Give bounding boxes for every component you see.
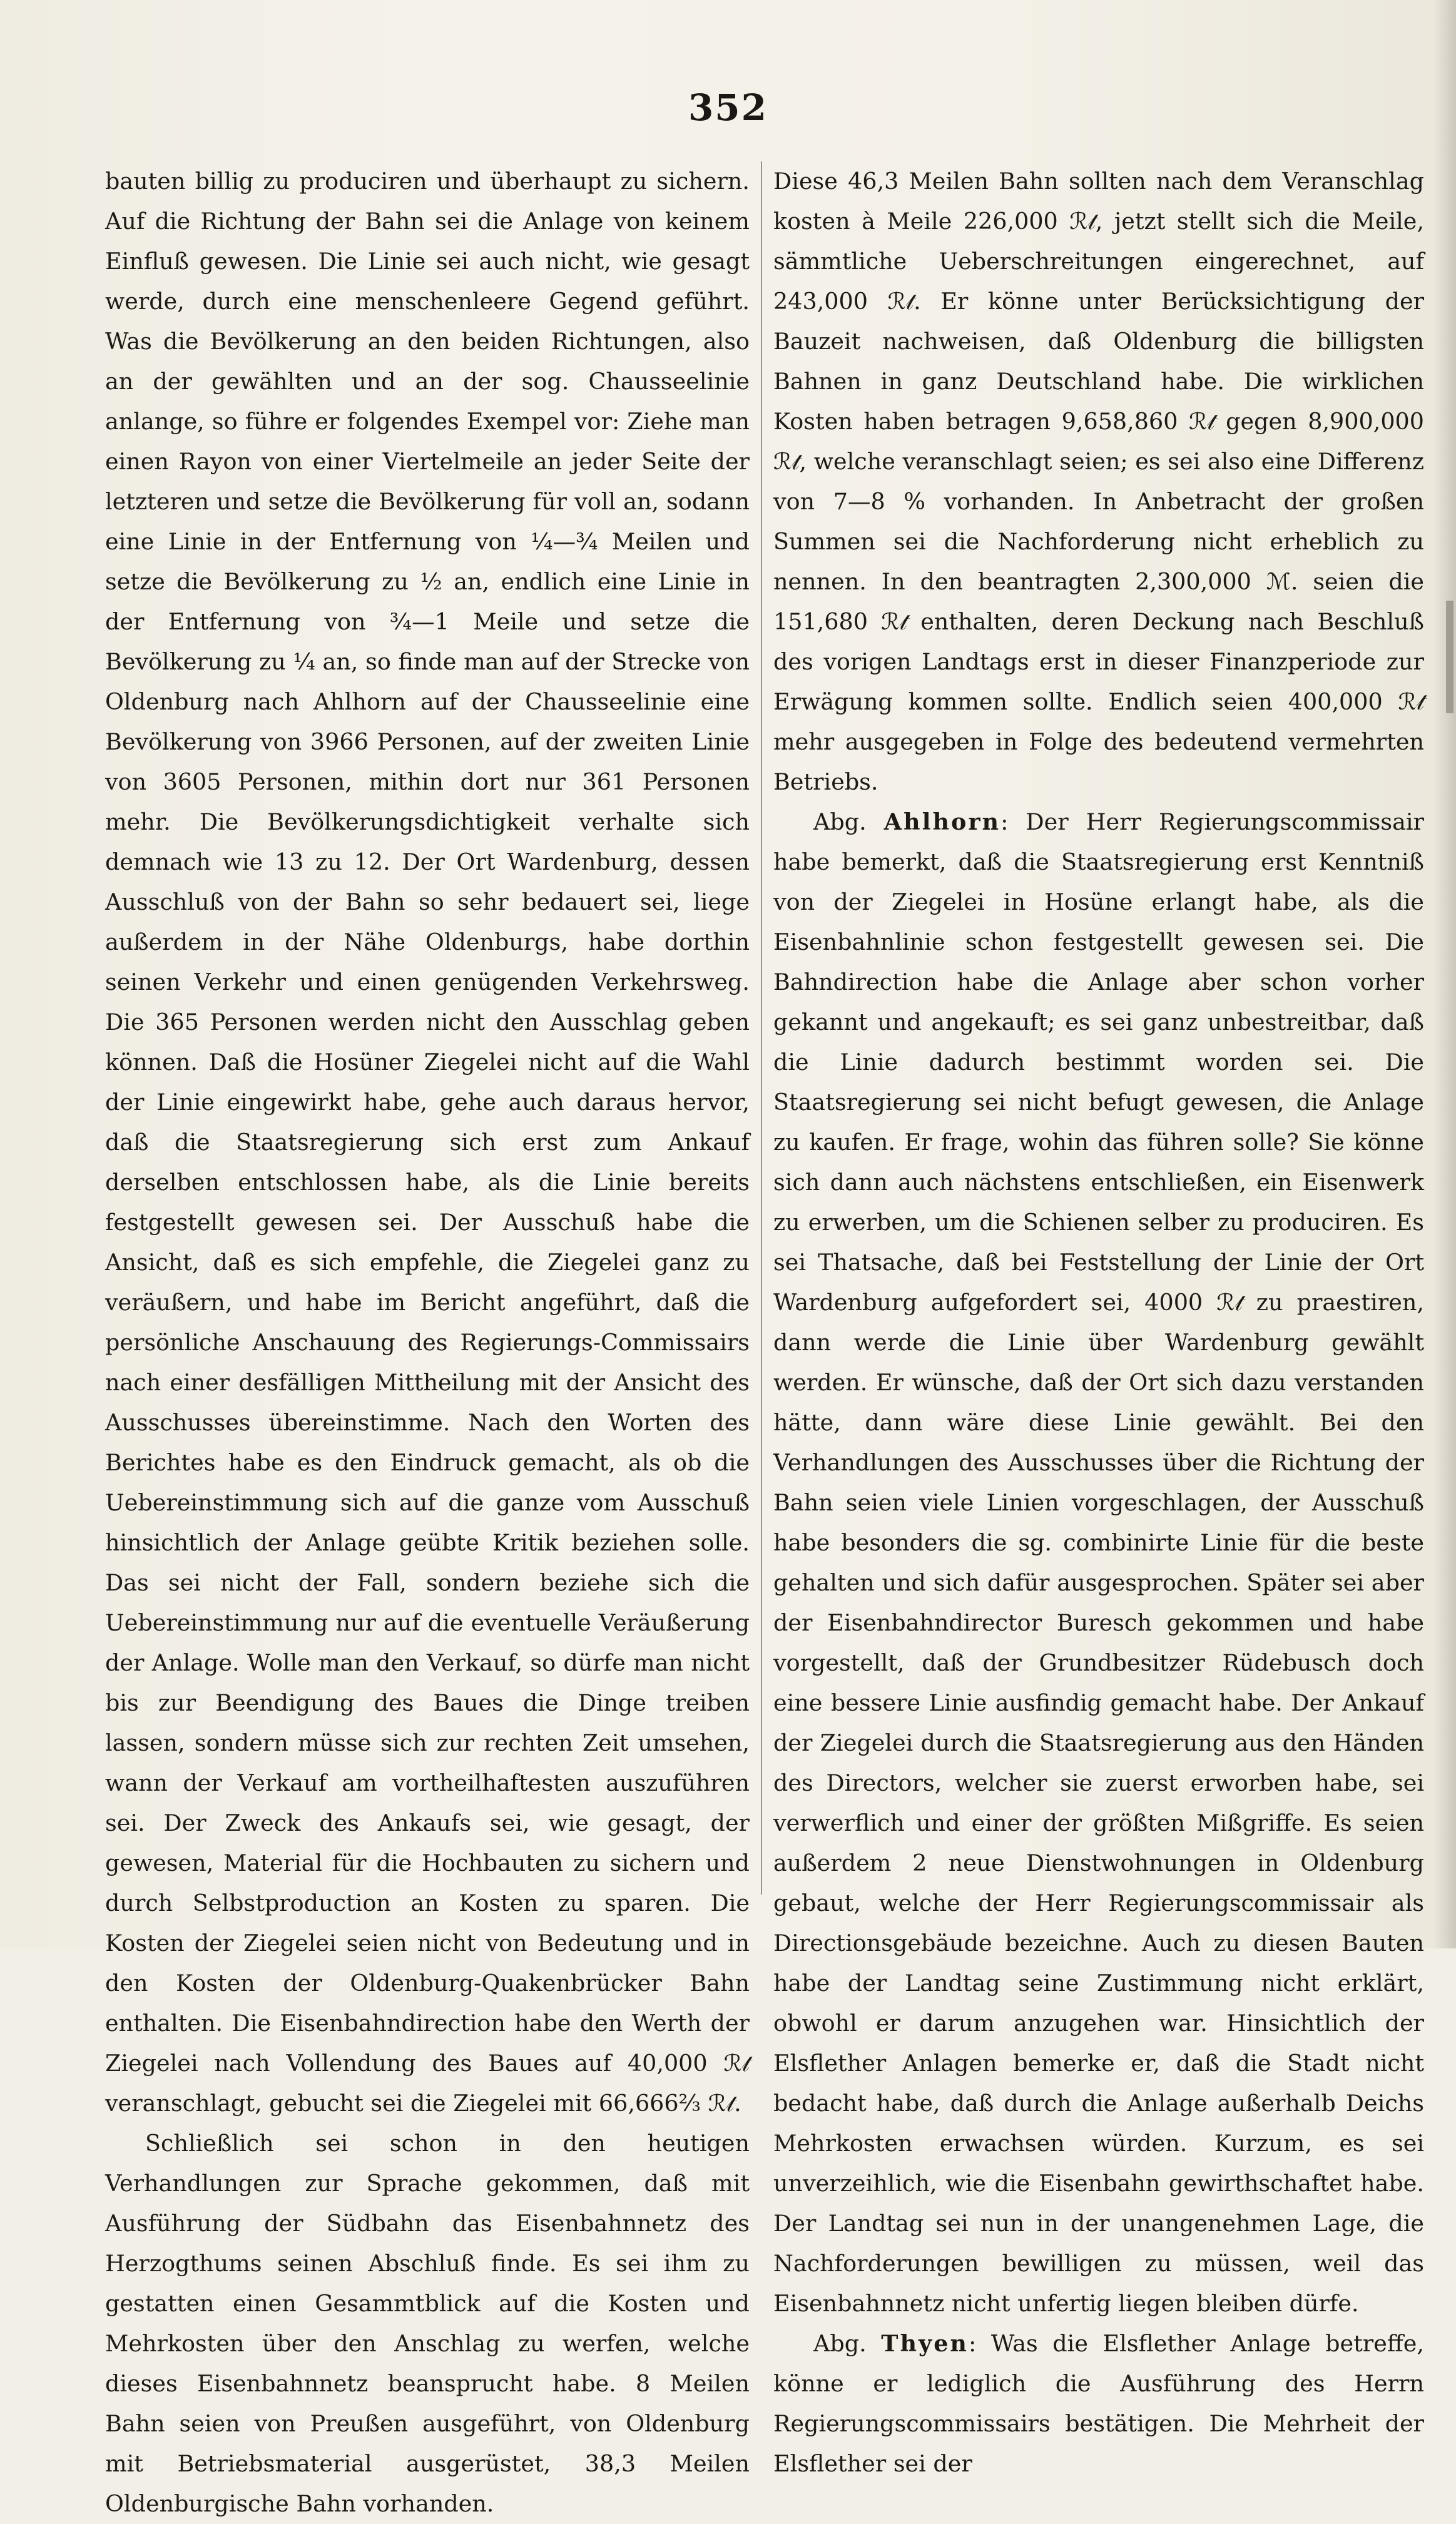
column-divider	[761, 161, 762, 1895]
speech-text-ahlhorn: : Der Herr Regierungscommissair habe bemerkt, daß die Staatsregierung erst Kenntniß von der Ziegelei in Hosüne erlangt habe, als die Eisenbahnlinie schon festgestellt gewesen sei. Die Bahndirection habe die Anlage aber schon vorher gekannt und angekauft; es sei ganz unbestreitbar, daß die Linie dadurch bestimmt worden sei. Die Staatsregierung sei nicht befugt gewesen, die Anlage zu kaufen. Er frage, wohin das führen solle? Sie könne sich dann auch nächstens entschließen, ein Eisenwerk zu erwerben, um die Schienen selber zu produciren. Es sei Thatsache, daß bei Feststellung der Linie der Ort Wardenburg aufgefordert sei, 4000 ℛ𝓉 zu praestiren, dann werde die Linie über Wardenburg gewählt werden. Er wünsche, daß der Ort sich dazu verstanden hätte, dann wäre diese Linie gewählt. Bei den Verhandlungen des Ausschusses über die Richtung der Bahn seien viele Linien vorgeschlagen, der Ausschuß habe besonders die sg. combinirte Linie für die beste gehalten und sich dafür ausgesprochen. Später sei aber der Eisenbahndirector Buresch gekommen und habe vorgestellt, daß der Grundbesitzer Rüdebusch doch eine bessere Linie ausfindig gemacht habe. Der Ankauf der Ziegelei durch die Staatsregierung aus den Händen des Directors, welcher sie zuerst erworben habe, sei verwerflich und einer der größten Mißgriffe. Es seien außerdem 2 neue Dienstwohnungen in Oldenburg gebaut, welche der Herr Regierungscommissair als Directionsgebäude bezeichne. Auch zu diesen Bauten habe der Landtag seine Zustimmung nicht erklärt, obwohl er darum anzugehen war. Hinsichtlich der Elsflether Anlagen bemerke er, daß die Stadt nicht bedacht habe, daß durch die Anlage außerhalb Deichs Mehrkosten erwachsen würden. Kurzum, es sei unverzeihlich, wie die Eisenbahn gewirthschaftet habe. Der Landtag sei nun in der unangenehmen Lage, die Nachforderungen bewilligen zu müssen, weil das Eisenbahnnetz nicht unfertig liegen bleiben dürfe.	[773, 808, 1424, 2317]
left-paragraph-2: Schließlich sei schon in den heutigen Verhandlungen zur Sprache gekommen, daß mit Ausführung der Südbahn das Eisenbahnnetz des Herzogthums seinen Abschluß finde. Es sei ihm zu gestatten einen Gesammtblick auf die Kosten und Mehrkosten über den Anschlag zu werfen, welche dieses Eisenbahnnetz beansprucht habe. 8 Meilen Bahn seien von Preußen ausgeführt, von Oldenburg mit Betriebsmaterial ausgerüstet, 38,3 Meilen Oldenburgische Bahn vorhanden.	[105, 2130, 750, 2517]
right-paragraph-2	[773, 802, 1424, 2324]
right-paragraph-3	[773, 2324, 1424, 2484]
left-column	[105, 161, 750, 2524]
page-edge-shadow	[1433, 0, 1456, 1948]
left-paragraph-1: bauten billig zu produciren und überhaupt zu sichern. Auf die Richtung der Bahn sei die Anlage von keinem Einfluß gewesen. Die Linie sei auch nicht, wie gesagt werde, durch eine menschenleere Gegend geführt. Was die Bevölkerung an den beiden Richtungen, also an der gewählten und an der sog. Chausseelinie anlange, so führe er folgendes Exempel vor: Ziehe man einen Rayon von einer Viertelmeile an jeder Seite der letzteren und setze die Bevölkerung für voll an, sodann eine Linie in der Entfernung von ¼—¾ Meilen und setze die Bevölkerung zu ½ an, endlich eine Linie in der Entfernung von ¾—1 Meile und setze die Bevölkerung zu ¼ an, so finde man auf der Strecke von Oldenburg nach Ahlhorn auf der Chausseelinie eine Bevölkerung von 3966 Personen, auf der zweiten Linie von 3605 Personen, mithin dort nur 361 Personen mehr. Die Bevölkerungsdichtigkeit verhalte sich demnach wie 13 zu 12. Der Ort Wardenburg, dessen Ausschluß von der Bahn so sehr bedauert sei, liege außerdem in der Nähe Oldenburgs, habe dorthin seinen Verkehr und einen genügenden Verkehrsweg. Die 365 Personen werden nicht den Ausschlag geben können. Daß die Hosüner Ziegelei nicht auf die Wahl der Linie eingewirkt habe, gehe auch daraus hervor, daß die Staatsregierung sich erst zum Ankauf derselben entschlossen habe, als die Linie bereits festgestellt gewesen sei. Der Ausschuß habe die Ansicht, daß es sich empfehle, die Ziegelei ganz zu veräußern, und habe im Bericht angeführt, daß die persönliche Anschauung des Regierungs-Commissairs nach einer desfälligen Mittheilung mit der Ansicht des Ausschusses übereinstimme. Nach den Worten des Berichtes habe es den Eindruck gemacht, als ob die Uebereinstimmung sich auf die ganze vom Ausschuß hinsichtlich der Anlage geübte Kritik beziehen solle. Das sei nicht der Fall, sondern beziehe sich die Uebereinstimmung nur auf die eventuelle Veräußerung der Anlage. Wolle man den Verkauf, so dürfe man nicht bis zur Beendigung des Baues die Dinge treiben lassen, sondern müsse sich zur rechten Zeit umsehen, wann der Verkauf am vortheilhaftesten auszuführen sei. Der Zweck des Ankaufs sei, wie gesagt, der gewesen, Material für die Hochbauten zu sichern und durch Selbstproduction an Kosten zu sparen. Die Kosten der Ziegelei seien nicht von Bedeutung und in den Kosten der Oldenburg-Quakenbrücker Bahn enthalten. Die Eisenbahndirection habe den Werth der Ziegelei nach Vollendung des Baues auf 40,000 ℛ𝓉 veranschlagt, gebucht sei die Ziegelei mit 66,666⅔ ℛ𝓉.	[105, 168, 750, 2117]
right-paragraph-1: Diese 46,3 Meilen Bahn sollten nach dem Veranschlag kosten à Meile 226,000 ℛ𝓉, jetzt stellt sich die Meile, sämmtliche Ueberschreitungen eingerechnet, auf 243,000 ℛ𝓉. Er könne unter Berücksichtigung der Bauzeit nachweisen, daß Oldenburg die billigsten Bahnen in ganz Deutschland habe. Die wirklichen Kosten haben betragen 9,658,860 ℛ𝓉 gegen 8,900,000 ℛ𝓉, welche veranschlagt seien; es sei also eine Differenz von 7—8 % vorhanden. In Anbetracht der großen Summen sei die Nachforderung nicht erheblich zu nennen. In den beantragten 2,300,000 ℳ. seien die 151,680 ℛ𝓉 enthalten, deren Deckung nach Beschluß des vorigen Landtags erst in dieser Finanzperiode zur Erwägung kommen sollte. Endlich seien 400,000 ℛ𝓉 mehr ausgegeben in Folge des bedeutend vermehrten Betriebs.	[773, 168, 1424, 795]
speaker-name-ahlhorn: Ahlhorn	[883, 808, 1001, 835]
page-edge-mark	[1446, 601, 1453, 713]
speech-text-thyen: : Was die Elsflether Anlage betreffe, könne er lediglich die Ausführung des Herrn Regierungscommissairs bestätigen. Die Mehrheit der Elsflether sei der	[773, 2330, 1424, 2477]
speaker-prefix: Abg.	[813, 808, 867, 835]
right-column	[773, 161, 1424, 2484]
speaker-name-thyen: Thyen	[881, 2330, 969, 2357]
page-number: 352	[688, 86, 768, 129]
speaker-prefix: Abg.	[813, 2330, 867, 2357]
